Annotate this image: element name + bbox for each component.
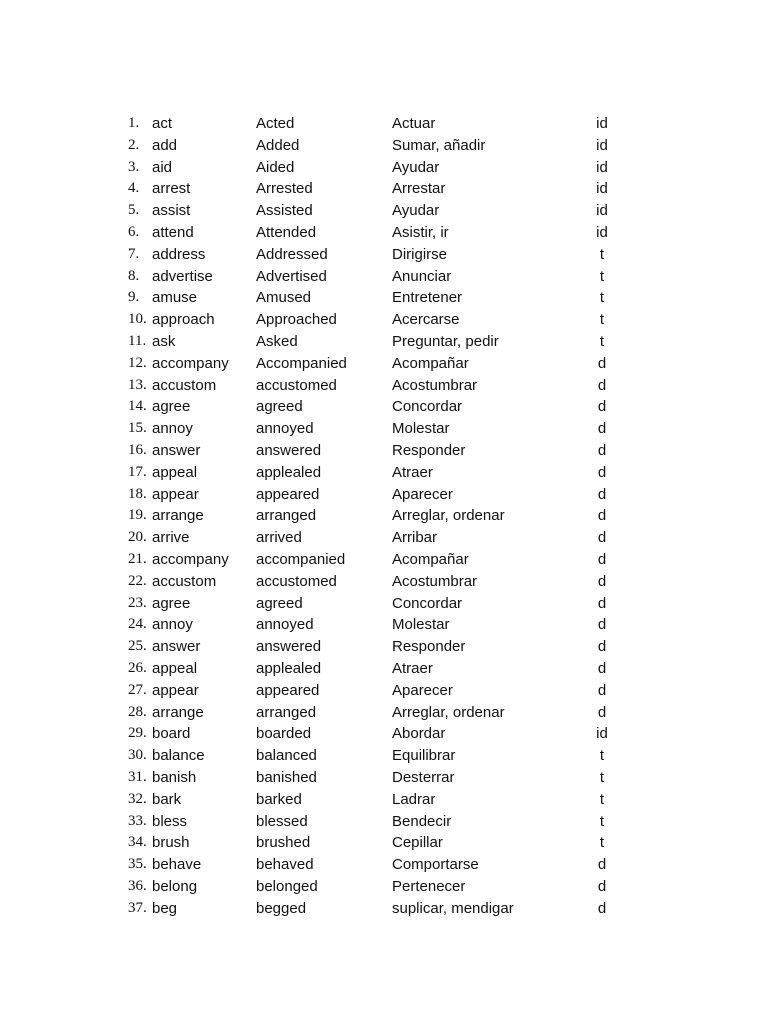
verb-base-form: appeal [152, 659, 198, 677]
item-number: 10. [128, 311, 147, 328]
list-item [0, 309, 768, 331]
verb-past-form: Acted [256, 115, 295, 132]
item-number: 19. [128, 507, 147, 524]
verb-past-form: brushed [256, 834, 311, 852]
verb-past-form: behaved [256, 856, 314, 874]
verb-base-form: behave [152, 856, 202, 874]
verb-spanish-translation: Ayudar [392, 202, 440, 220]
item-number: 25. [128, 638, 147, 655]
item-number: 32. [128, 790, 147, 807]
ending-sound: d [597, 441, 607, 459]
ending-sound: d [597, 594, 607, 612]
ending-sound: t [599, 790, 605, 808]
item-number: 5. [128, 202, 140, 219]
item-number: 22. [128, 572, 147, 589]
item-number: 15. [128, 420, 147, 437]
verb-spanish-translation: Ladrar [392, 790, 436, 808]
verb-spanish-translation: Preguntar, pedir [392, 332, 499, 350]
list-item [0, 287, 768, 309]
list-item [0, 178, 768, 200]
verb-base-form: belong [152, 877, 198, 895]
ending-sound: id [596, 202, 608, 220]
verb-base-form: balance [152, 747, 205, 765]
verb-past-form: appeared [256, 681, 320, 699]
verb-past-form: Added [256, 136, 300, 154]
item-number: 29. [128, 725, 147, 742]
list-item [0, 418, 768, 440]
verb-spanish-translation: Aparecer [392, 485, 453, 503]
item-number: 33. [128, 812, 147, 829]
verb-past-form: agreed [256, 594, 303, 612]
verb-spanish-translation: Comportarse [392, 856, 479, 874]
ending-sound: id [596, 180, 608, 198]
item-number: 14. [128, 398, 147, 415]
ending-sound: t [599, 311, 605, 329]
list-item [0, 832, 768, 854]
list-item [0, 658, 768, 680]
item-number: 1. [128, 115, 140, 131]
verb-spanish-translation: Asistir, ir [392, 223, 449, 241]
verb-base-form: accustom [152, 572, 217, 590]
ending-sound: d [597, 899, 607, 917]
verb-past-form: Approached [256, 311, 337, 329]
verb-base-form: appear [152, 485, 199, 503]
verb-past-form: balanced [256, 747, 317, 765]
ending-sound: d [597, 420, 607, 438]
verb-spanish-translation: Arreglar, ordenar [392, 507, 505, 525]
item-number: 13. [128, 376, 147, 393]
verb-base-form: answer [152, 441, 201, 459]
item-number: 31. [128, 768, 147, 785]
item-number: 12. [128, 354, 147, 371]
verb-past-form: Advertised [256, 267, 327, 285]
verb-past-form: belonged [256, 877, 318, 895]
ending-sound: d [597, 485, 607, 503]
item-number: 18. [128, 485, 147, 502]
verb-base-form: assist [152, 202, 191, 220]
verb-base-form: approach [152, 311, 215, 329]
verb-spanish-translation: Arrestar [392, 180, 446, 198]
ending-sound: t [599, 812, 605, 830]
list-item [0, 244, 768, 266]
verb-spanish-translation: Desterrar [392, 768, 455, 786]
verb-spanish-translation: Sumar, añadir [392, 136, 486, 154]
verb-past-form: answered [256, 638, 322, 656]
list-item [0, 527, 768, 549]
item-number: 35. [128, 856, 147, 873]
verb-past-form: applealed [256, 659, 322, 677]
ending-sound: d [597, 507, 607, 525]
verb-base-form: address [152, 245, 206, 263]
ending-sound: d [597, 376, 607, 394]
verb-spanish-translation: Molestar [392, 420, 450, 438]
verb-past-form: answered [256, 441, 322, 459]
verb-base-form: add [152, 136, 178, 154]
ending-sound: d [597, 659, 607, 677]
verb-base-form: banish [152, 768, 197, 786]
ending-sound: id [596, 115, 608, 132]
list-item [0, 767, 768, 789]
list-item [0, 266, 768, 288]
verb-spanish-translation: Responder [392, 441, 466, 459]
ending-sound: t [599, 747, 605, 765]
verb-past-form: Aided [256, 158, 295, 176]
ending-sound: t [599, 332, 605, 350]
verb-base-form: accompany [152, 354, 229, 372]
list-item [0, 331, 768, 353]
verb-past-form: barked [256, 790, 302, 808]
verb-past-form: Arrested [256, 180, 313, 198]
item-number: 6. [128, 223, 140, 240]
verb-past-form: accompanied [256, 550, 346, 568]
verb-base-form: accompany [152, 550, 229, 568]
verb-spanish-translation: Equilibrar [392, 747, 456, 765]
item-number: 28. [128, 703, 147, 720]
list-item [0, 200, 768, 222]
ending-sound: t [599, 245, 605, 263]
verb-past-form: boarded [256, 725, 312, 743]
list-item [0, 571, 768, 593]
verb-base-form: annoy [152, 616, 193, 634]
verb-base-form: appeal [152, 463, 198, 481]
item-number: 2. [128, 136, 140, 153]
verb-spanish-translation: Anunciar [392, 267, 452, 285]
ending-sound: id [596, 158, 608, 176]
list-item [0, 898, 768, 920]
verb-base-form: arrange [152, 507, 204, 525]
verb-base-form: answer [152, 638, 201, 656]
verb-spanish-translation: Molestar [392, 616, 450, 634]
verb-past-form: Addressed [256, 245, 328, 263]
verb-spanish-translation: Acostumbrar [392, 572, 478, 590]
ending-sound: d [597, 703, 607, 721]
verb-base-form: annoy [152, 420, 193, 438]
verb-past-form: Accompanied [256, 354, 347, 372]
item-number: 23. [128, 594, 147, 611]
item-number: 9. [128, 289, 140, 306]
ending-sound: t [599, 768, 605, 786]
ending-sound: d [597, 856, 607, 874]
verb-spanish-translation: Arribar [392, 529, 438, 547]
list-item [0, 440, 768, 462]
ending-sound: d [597, 354, 607, 372]
list-item [0, 113, 768, 135]
item-number: 20. [128, 529, 147, 546]
ending-sound: d [597, 877, 607, 895]
ending-sound: d [597, 529, 607, 547]
verb-past-form: Assisted [256, 202, 313, 220]
verb-base-form: arrive [152, 529, 190, 547]
item-number: 34. [128, 834, 147, 851]
list-item [0, 854, 768, 876]
verb-base-form: agree [152, 398, 191, 416]
ending-sound: d [597, 616, 607, 634]
list-item [0, 636, 768, 658]
verb-base-form: arrange [152, 703, 204, 721]
item-number: 27. [128, 681, 147, 698]
verb-past-form: accustomed [256, 376, 337, 394]
verb-base-form: ask [152, 332, 176, 350]
verb-spanish-translation: Arreglar, ordenar [392, 703, 505, 721]
ending-sound: t [599, 834, 605, 852]
list-item [0, 375, 768, 397]
verb-spanish-translation: suplicar, mendigar [392, 899, 514, 917]
verb-spanish-translation: Bendecir [392, 812, 452, 830]
ending-sound: d [597, 550, 607, 568]
list-item [0, 396, 768, 418]
list-item [0, 745, 768, 767]
ending-sound: d [597, 398, 607, 416]
ending-sound: d [597, 463, 607, 481]
verb-base-form: advertise [152, 267, 213, 285]
verb-spanish-translation: Acostumbrar [392, 376, 478, 394]
ending-sound: d [597, 572, 607, 590]
list-item [0, 157, 768, 179]
ending-sound: t [599, 289, 605, 307]
list-item [0, 723, 768, 745]
ending-sound: id [596, 223, 608, 241]
list-item [0, 353, 768, 375]
verb-base-form: attend [152, 223, 194, 241]
verb-past-form: arrived [256, 529, 302, 547]
verb-spanish-translation: Pertenecer [392, 877, 466, 895]
item-number: 36. [128, 877, 147, 894]
verb-past-form: Attended [256, 223, 317, 241]
list-item [0, 811, 768, 833]
list-item [0, 135, 768, 157]
item-number: 21. [128, 550, 147, 567]
item-number: 37. [128, 899, 147, 916]
ending-sound: t [599, 267, 605, 285]
ending-sound: id [596, 136, 608, 154]
verb-base-form: bless [152, 812, 188, 830]
verb-spanish-translation: Abordar [392, 725, 446, 743]
verb-past-form: agreed [256, 398, 303, 416]
verb-past-form: arranged [256, 507, 317, 525]
item-number: 8. [128, 267, 140, 284]
verb-spanish-translation: Atraer [392, 659, 433, 677]
verb-spanish-translation: Acercarse [392, 311, 460, 329]
verb-spanish-translation: Atraer [392, 463, 433, 481]
verb-base-form: agree [152, 594, 191, 612]
verb-spanish-translation: Acompañar [392, 354, 469, 372]
list-item [0, 593, 768, 615]
verb-base-form: board [152, 725, 191, 743]
list-item [0, 702, 768, 724]
item-number: 30. [128, 747, 147, 764]
ending-sound: d [597, 681, 607, 699]
item-number: 24. [128, 616, 147, 633]
item-number: 3. [128, 158, 140, 175]
verb-base-form: accustom [152, 376, 217, 394]
verb-base-form: arrest [152, 180, 191, 198]
verb-spanish-translation: Cepillar [392, 834, 443, 852]
verb-spanish-translation: Ayudar [392, 158, 440, 176]
item-number: 26. [128, 659, 147, 676]
verb-spanish-translation: Concordar [392, 594, 463, 612]
verb-past-form: annoyed [256, 616, 314, 634]
list-item [0, 484, 768, 506]
verb-spanish-translation: Responder [392, 638, 466, 656]
verb-past-form: begged [256, 899, 307, 917]
item-number: 7. [128, 245, 140, 262]
verb-past-form: banished [256, 768, 317, 786]
list-item [0, 549, 768, 571]
list-item [0, 614, 768, 636]
verb-spanish-translation: Dirigirse [392, 245, 448, 263]
verb-spanish-translation: Actuar [392, 115, 436, 132]
verb-past-form: blessed [256, 812, 308, 830]
verb-past-form: appeared [256, 485, 320, 503]
list-item [0, 876, 768, 898]
verb-past-form: applealed [256, 463, 322, 481]
verb-base-form: brush [152, 834, 190, 852]
list-item [0, 680, 768, 702]
verb-spanish-translation: Aparecer [392, 681, 453, 699]
list-item [0, 789, 768, 811]
list-item [0, 222, 768, 244]
verb-base-form: bark [152, 790, 182, 808]
verb-base-form: act [152, 115, 173, 132]
verb-list [0, 113, 768, 919]
verb-spanish-translation: Acompañar [392, 550, 469, 568]
verb-spanish-translation: Entretener [392, 289, 463, 307]
verb-past-form: Amused [256, 289, 312, 307]
verb-past-form: Asked [256, 332, 298, 350]
verb-base-form: appear [152, 681, 199, 699]
item-number: 4. [128, 180, 140, 197]
ending-sound: d [597, 638, 607, 656]
verb-past-form: annoyed [256, 420, 314, 438]
verb-past-form: arranged [256, 703, 317, 721]
verb-base-form: aid [152, 158, 173, 176]
verb-spanish-translation: Concordar [392, 398, 463, 416]
list-item [0, 462, 768, 484]
item-number: 16. [128, 441, 147, 458]
list-item [0, 505, 768, 527]
ending-sound: id [596, 725, 608, 743]
verb-base-form: beg [152, 899, 178, 917]
verb-past-form: accustomed [256, 572, 337, 590]
item-number: 17. [128, 463, 147, 480]
verb-base-form: amuse [152, 289, 198, 307]
item-number: 11. [128, 332, 147, 349]
